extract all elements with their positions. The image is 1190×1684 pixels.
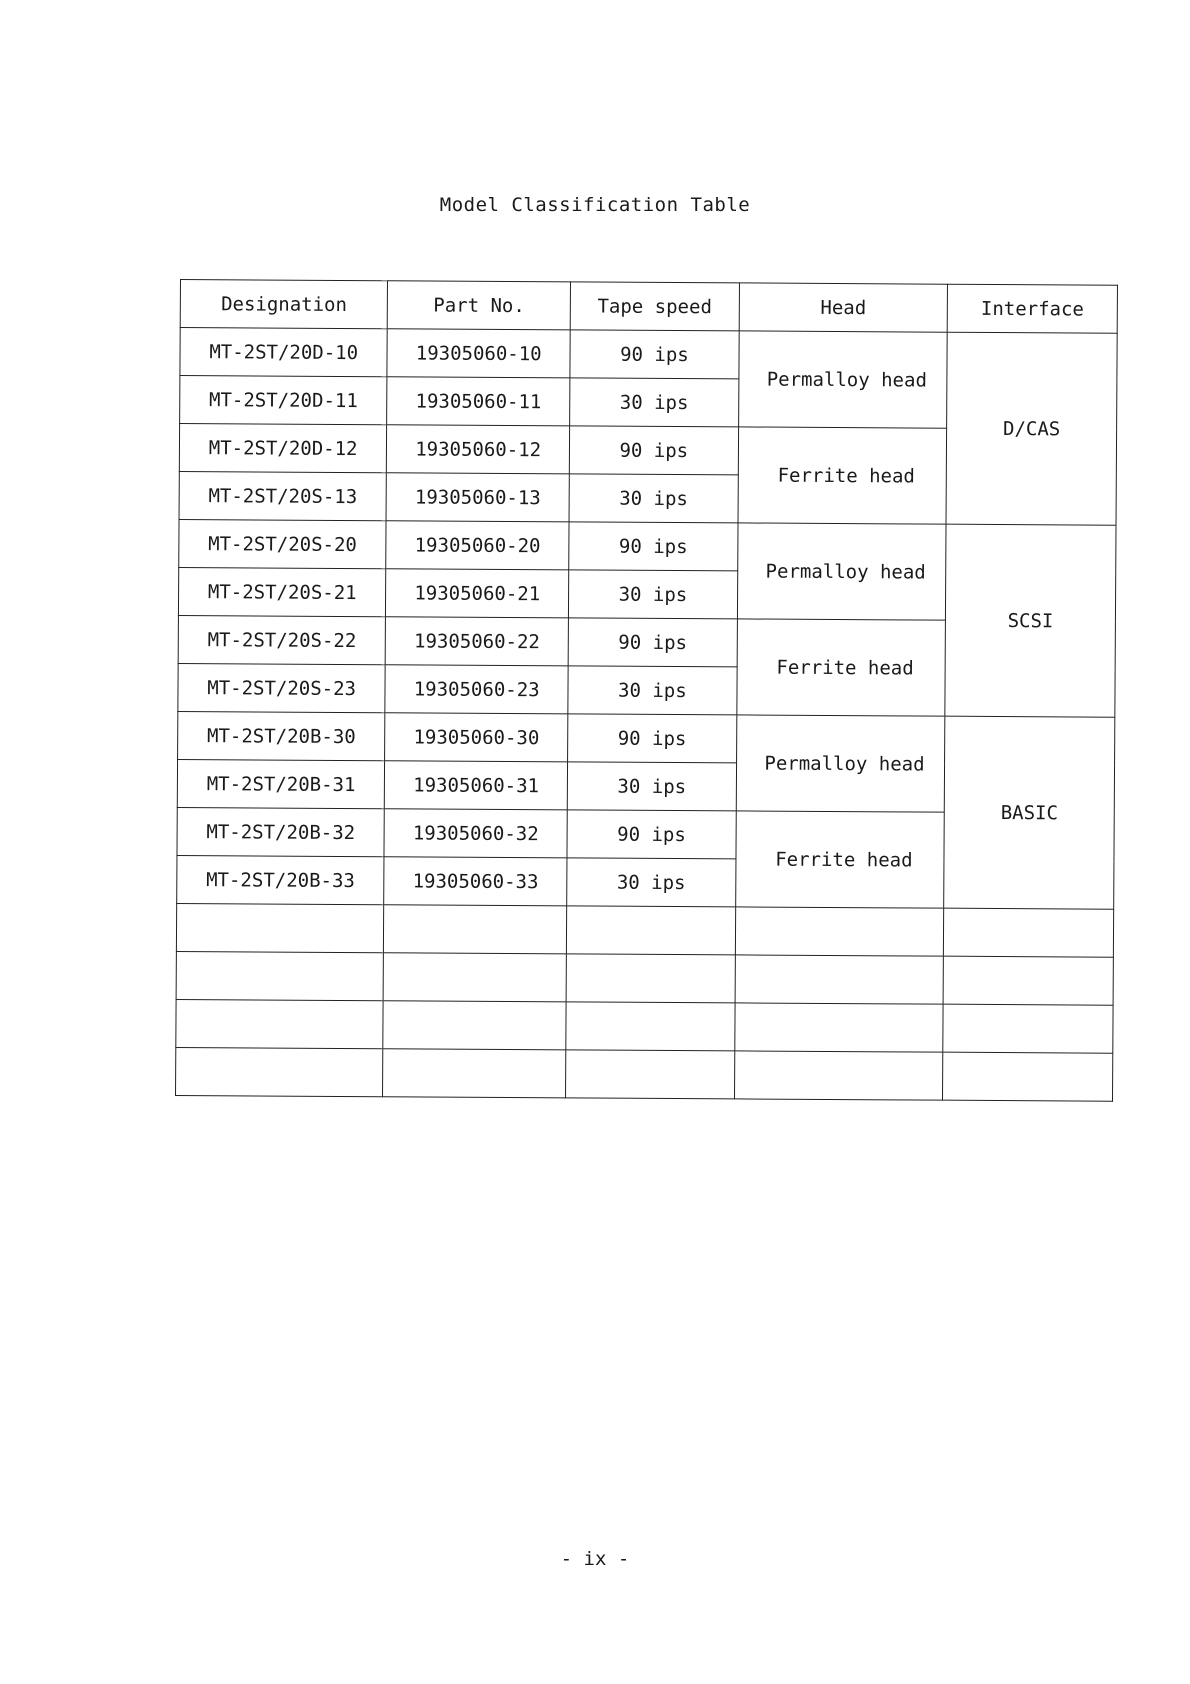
designation-cell: MT-2ST/20D-10 [180,328,388,377]
empty-row [176,951,1113,1005]
part-no-cell: 19305060-23 [385,665,568,714]
tape-speed-cell: 90 ips [569,522,738,571]
part-no-cell: 19305060-31 [385,761,568,810]
designation-cell: MT-2ST/20D-12 [179,424,387,473]
designation-cell: MT-2ST/20B-33 [177,855,385,904]
empty-cell [735,1003,944,1052]
page-title: Model Classification Table [439,194,751,216]
empty-cell [734,1051,943,1100]
empty-cell [384,905,567,954]
empty-cell [383,953,566,1002]
table-row [179,519,1116,573]
empty-cell [943,1004,1113,1053]
empty-cell [176,1047,384,1096]
tape-speed-cell: 30 ips [568,666,737,715]
empty-cell [943,956,1113,1005]
page-number: - ix - [560,1548,630,1570]
part-no-cell: 19305060-32 [384,809,567,858]
empty-cell [383,1001,566,1050]
empty-cell [566,954,735,1003]
model-classification-table [175,279,1118,1102]
empty-cell [943,1052,1113,1101]
part-no-cell: 19305060-11 [387,377,570,426]
part-no-cell: 19305060-13 [386,473,569,522]
part-no-cell: 19305060-20 [386,521,569,570]
empty-cell [944,908,1114,957]
part-no-cell: 19305060-22 [386,617,569,666]
interface-cell: SCSI [945,524,1116,717]
interface-cell: D/CAS [946,332,1117,525]
tape-speed-cell: 30 ips [570,378,739,427]
empty-row [176,999,1113,1053]
part-no-cell: 19305060-33 [384,857,567,906]
header-row [180,280,1117,334]
tape-speed-cell: 90 ips [569,426,738,475]
header-designation: Designation [180,280,388,329]
tape-speed-cell: 30 ips [568,570,737,619]
head-cell: Permalloy head [738,331,947,428]
empty-cell [383,1049,566,1098]
empty-cell [566,1002,735,1051]
part-no-cell: 19305060-21 [386,569,569,618]
part-no-cell: 19305060-12 [387,425,570,474]
table-row [178,711,1115,765]
empty-cell [566,1050,735,1099]
tape-speed-cell: 30 ips [567,762,736,811]
head-cell: Permalloy head [736,715,945,812]
designation-cell: MT-2ST/20D-11 [180,376,388,425]
tape-speed-cell: 90 ips [567,810,736,859]
header-part-no: Part No. [388,281,571,330]
tape-speed-cell: 90 ips [570,330,739,379]
interface-cell: BASIC [944,716,1115,909]
empty-cell [176,999,384,1048]
part-no-cell: 19305060-30 [385,713,568,762]
head-cell: Ferrite head [735,811,944,908]
empty-cell [735,907,944,956]
empty-cell [566,906,735,955]
empty-cell [176,903,384,952]
designation-cell: MT-2ST/20S-13 [179,471,387,520]
head-cell: Ferrite head [737,619,946,716]
part-no-cell: 19305060-10 [387,329,570,378]
header-tape-speed: Tape speed [570,282,739,331]
designation-cell: MT-2ST/20S-20 [179,519,387,568]
table-row [180,328,1117,382]
designation-cell: MT-2ST/20B-31 [177,759,385,808]
designation-cell: MT-2ST/20S-21 [178,567,386,616]
designation-cell: MT-2ST/20S-23 [178,663,386,712]
designation-cell: MT-2ST/20S-22 [178,615,386,664]
empty-cell [735,955,944,1004]
designation-cell: MT-2ST/20B-32 [177,807,385,856]
designation-cell: MT-2ST/20B-30 [178,711,386,760]
tape-speed-cell: 30 ips [569,474,738,523]
empty-row [176,903,1113,957]
head-cell: Permalloy head [737,523,946,620]
header-interface: Interface [947,284,1117,333]
tape-speed-cell: 90 ips [568,618,737,667]
tape-speed-cell: 90 ips [568,714,737,763]
header-head: Head [739,283,948,332]
empty-cell [176,951,384,1000]
head-cell: Ferrite head [738,427,947,524]
empty-row [176,1047,1113,1101]
tape-speed-cell: 30 ips [567,858,736,907]
